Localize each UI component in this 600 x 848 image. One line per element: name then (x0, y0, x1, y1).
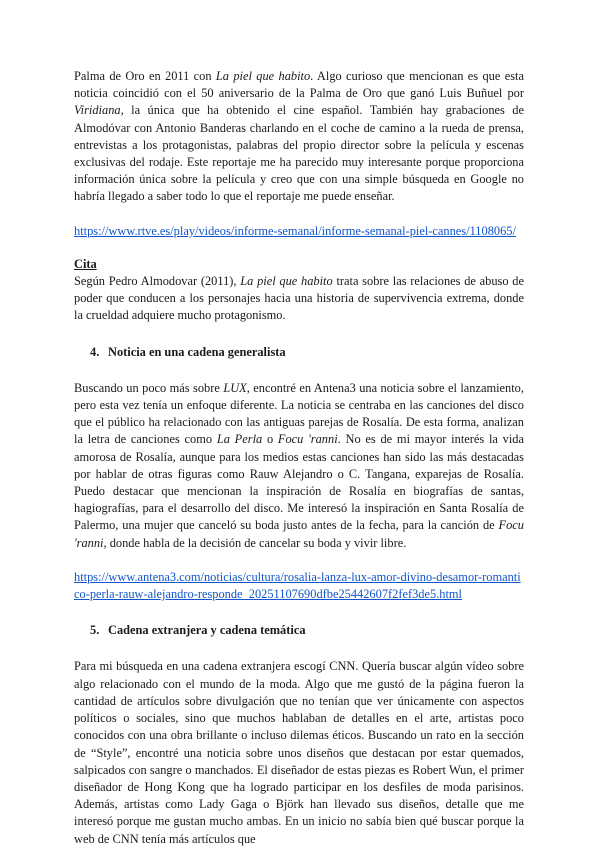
section-4-heading (74, 344, 524, 361)
paragraph-almodovar-report: Palma de Oro en 2011 con La piel que habito. Algo curioso que mencionan es que esta noticia coincidió con el 50 aniversario de la Palma de Oro que ganó Luis Buñuel por Viridiana, la única que ha obtenido el cine español. También hay grabaciones de Almodóvar con Antonio Banderas charlando en el coche de camino a la rueda de prensa, entrevistas a los protagonistas, palabras del propio director sobre la película y escenas exclusivas del rodaje. Este reportaje me ha parecido muy interesante porque proporciona información única sobre la película y creo que con una simple búsqueda en Google no habría llegado a saber todo lo que el reportaje me puede enseñar. (74, 69, 524, 204)
antena3-link[interactable]: https://www.antena3.com/noticias/cultura/rosalia-lanza-lux-amor-divino-desamor-romantico-perla-rauw-alejandro-responde_20251107690dfbe25442607f2fef3de5.html (74, 569, 521, 602)
section-5-number: 5. (90, 623, 100, 638)
paragraph-lux-antena3: Buscando un poco más sobre LUX, encontré en Antena3 una noticia sobre el lanzamiento, pero esta vez tenía un enfoque diferente. La noticia se centraba en las canciones del disco que el público ha relacionado con las antiguas parejas de Rosalía. De esta forma, analizan la letra de canciones como La Perla o Focu 'ranni. No es de mi mayor interés la vida amorosa de Rosalía, aunque para los medios estas canciones han sido las más destacadas por hablar de otras figuras como Rauw Alejandro o C. Tangana, exparejas de Rosalía. Puedo destacar que mencionan la inspiración de Rosalía en biografías de santas, hagiografías, para el desarrollo del disco. Me interesó la inspiración en Santa Rosalía de Palermo, una mujer que canceló su boda justo antes de la fecha, para la canción de Focu 'ranni, donde habla de la decisión de cancelar su boda y vivir libre. (74, 380, 525, 550)
paragraph-cnn: Para mi búsqueda en una cadena extranjera escogí CNN. Quería buscar algún vídeo sobre algo relacionado con el mundo de la moda. Algo que me gustó de la página fueron la cantidad de artículos sobre divulgación que no tenían que ver únicamente con aspectos políticos o sociales, sino que muchos hablaban de detalles en el arte, artistas poco conocidos con una obra brillante o incluso dilemas éticos. Buscando un rato en la sección de “Style”, encontré una noticia sobre unos diseños que destacan por estar quemados, salpicados con sangre o manchados. El diseñador de estas piezas es Robert Wun, el primer diseñador de Hong Kong que ha logrado participar en los desfiles de moda parisinos. Además, artistas como Lady Gaga o Björk han llevado sus diseños, detalle que me interesó porque me gustan mucho ambas. En un inicio no sabía bien qué buscar porque la web de CNN tenía más artículos que (74, 659, 524, 846)
cita-heading: Cita (74, 256, 97, 271)
section-4-title: Noticia en una cadena generalista (108, 344, 286, 359)
rtve-link[interactable]: https://www.rtve.es/play/videos/informe-semanal/informe-semanal-piel-cannes/1108065/ (74, 223, 516, 238)
section-4-number: 4. (90, 344, 100, 359)
section-5-title: Cadena extranjera y cadena temática (108, 623, 306, 638)
paragraph-cita: Según Pedro Almodovar (2011), La piel que habito trata sobre las relaciones de abuso de poder que conducen a los personajes hacia una historia de supervivencia extrema, donde la crueldad adquiere mucho protagonismo. (74, 274, 524, 323)
section-5-heading (74, 622, 524, 639)
